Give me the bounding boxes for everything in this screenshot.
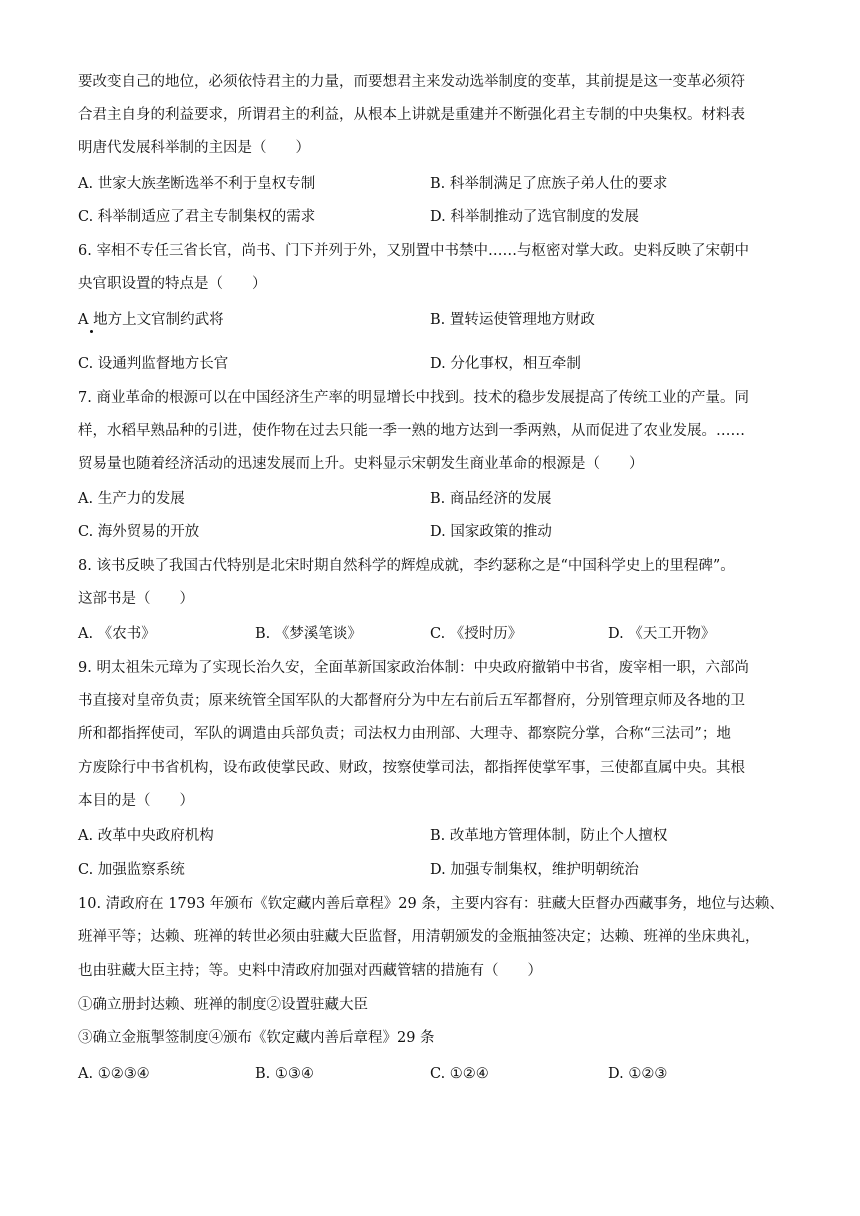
q6-option-a: A 地方上文官制约武将: [78, 312, 224, 328]
q9-text-line-5: 本目的是（ ）: [78, 793, 194, 809]
q8-text-line-1: 8. 该书反映了我国古代特别是北宋时期自然科学的辉煌成就，李约瑟称之是“中国科学史上的里程碑”。: [78, 558, 735, 574]
q10-text-line-4: ①确立册封达赖、班禅的制度②设置驻藏大臣: [78, 997, 368, 1013]
q7-option-b: B. 商品经济的发展: [430, 491, 552, 507]
q10-option-d: D. ①②③: [608, 1066, 668, 1082]
q7-option-c: C. 海外贸易的开放: [78, 524, 200, 540]
q8-option-c: C. 《授时历》: [430, 626, 523, 642]
q8-option-a: A. 《农书》: [78, 626, 156, 642]
q7-text-line-2: 样，水稻早熟品种的引进，使作物在过去只能一季一熟的地方达到一季两熟，从而促进了农业发展。……: [78, 423, 745, 439]
stray-dot-mark: [90, 330, 93, 333]
q9-text-line-3: 所和都指挥使司，军队的调遣由兵部负责；司法权力由刑部、大理寺、都察院分掌，合称“三法司”；地: [78, 726, 731, 742]
q10-text-line-1: 10. 清政府在 1793 年颁布《钦定藏内善后章程》29 条，主要内容有：驻藏大臣督办西藏事务，地位与达赖、: [78, 896, 784, 912]
q5-text-line-1: 要改变自己的地位，必须依恃君主的力量，而要想君主来发动选举制度的变革，其前提是这一变革必须符: [78, 74, 745, 90]
q5-text-line-3: 明唐代发展科举制的主因是（ ）: [78, 140, 310, 156]
q6-option-b: B. 置转运使管理地方财政: [430, 312, 595, 328]
q5-option-b: B. 科举制满足了庶族子弟人仕的要求: [430, 176, 668, 192]
q9-text-line-4: 方废除行中书省机构，设布政使掌民政、财政，按察使掌司法，都指挥使掌军事，三使都直属中央。其根: [78, 760, 745, 776]
q8-text-line-2: 这部书是（ ）: [78, 591, 194, 607]
q6-text-line-1: 6. 宰相不专任三省长官，尚书、门下并列于外，又别置中书禁中……与枢密对掌大政。史料反映了宋朝中: [78, 243, 749, 259]
q10-option-c: C. ①②④: [430, 1066, 489, 1082]
q9-option-c: C. 加强监察系统: [78, 862, 185, 878]
q10-option-a: A. ①②③④: [78, 1066, 150, 1082]
q7-option-a: A. 生产力的发展: [78, 491, 185, 507]
q5-text-line-2: 合君主自身的利益要求，所谓君主的利益，从根本上讲就是重建并不断强化君主专制的中央集权。材料表: [78, 107, 745, 123]
q8-option-d: D. 《天工开物》: [608, 626, 716, 642]
q9-option-b: B. 改革地方管理体制，防止个人擅权: [430, 828, 668, 844]
q8-option-b: B. 《梦溪笔谈》: [255, 626, 362, 642]
q10-option-b: B. ①③④: [255, 1066, 314, 1082]
q7-text-line-1: 7. 商业革命的根源可以在中国经济生产率的明显增长中找到。技术的稳步发展提高了传统工业的产量。同: [78, 390, 749, 406]
q10-text-line-2: 班禅平等；达赖、班禅的转世必须由驻藏大臣监督，用清朝颁发的金瓶抽签决定；达赖、班禅的坐床典礼，: [78, 929, 760, 945]
q6-text-line-2: 央官职设置的特点是（ ）: [78, 276, 267, 292]
q9-text-line-1: 9. 明太祖朱元璋为了实现长治久安，全面革新国家政治体制：中央政府撤销中书省，废宰相一职，六部尚: [78, 660, 749, 676]
q6-option-c: C. 设通判监督地方长官: [78, 356, 229, 372]
q7-option-d: D. 国家政策的推动: [430, 524, 552, 540]
q10-text-line-5: ③确立金瓶掣签制度④颁布《钦定藏内善后章程》29 条: [78, 1030, 435, 1046]
q9-option-a: A. 改革中央政府机构: [78, 828, 214, 844]
q5-option-c: C. 科举制适应了君主专制集权的需求: [78, 209, 316, 225]
q5-option-a: A. 世家大族垄断选举不利于皇权专制: [78, 176, 316, 192]
q9-option-d: D. 加强专制集权，维护明朝统治: [430, 862, 639, 878]
q9-text-line-2: 书直接对皇帝负责；原来统管全国军队的大都督府分为中左右前后五军都督府，分别管理京师及各地的卫: [78, 693, 745, 709]
q10-text-line-3: 也由驻藏大臣主持；等。史料中清政府加强对西藏管辖的措施有（ ）: [78, 963, 542, 979]
q5-option-d: D. 科举制推动了选官制度的发展: [430, 209, 639, 225]
q6-option-d: D. 分化事权，相互牵制: [430, 356, 581, 372]
q7-text-line-3: 贸易量也随着经济活动的迅速发展而上升。史料显示宋朝发生商业革命的根源是（ ）: [78, 456, 644, 472]
